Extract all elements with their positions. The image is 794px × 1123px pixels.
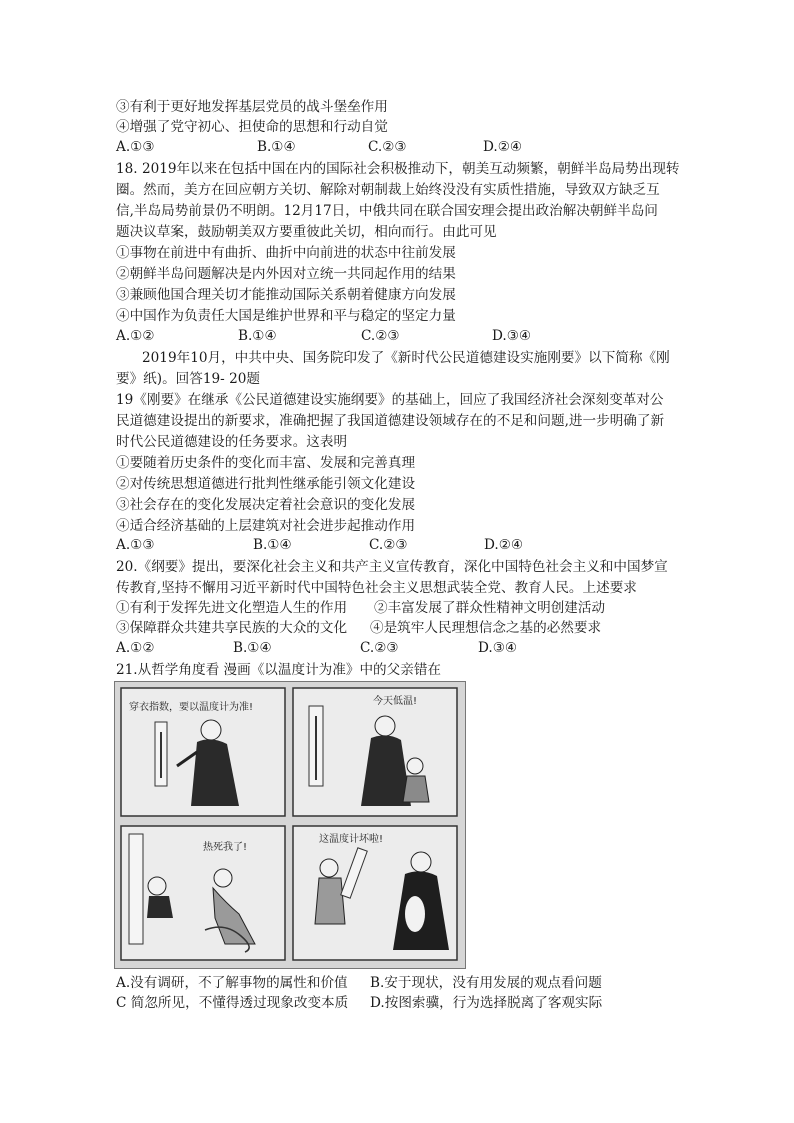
q20-stem-line: 传教育,坚持不懈用习近平新时代中国特色社会主义思想武装全党、教育人民。上述要求 [116, 580, 637, 596]
comic-caption-1: 穿衣指数，要以温度计为准! [129, 702, 254, 713]
q20-item-3: ③保障群众共建共享民族的大众的文化 [116, 620, 348, 636]
q20-item-4: ④是筑牢人民理想信念之基的必然要求 [370, 620, 602, 636]
q18-item-1: ①事物在前进中有曲折、曲折中向前进的状态中往前发展 [116, 245, 456, 261]
q19-option-c[interactable]: C.②③ [369, 537, 408, 553]
q19-stem-line: 19《刚要》在继承《公民道德建设实施纲要》的基础上，回应了我国经济社会深刻变革对公 [116, 392, 664, 408]
q17-option-c[interactable]: C.②③ [368, 139, 407, 155]
q18-stem-line: 18. 2019年以来在包括中国在内的国际社会积极推动下，朝美互动频繁，朝鲜半岛局势出现转 [116, 161, 680, 177]
q20-item-2: ②丰富发展了群众性精神文明创建活动 [374, 600, 606, 616]
q21-stem: 21.从哲学角度看 漫画《以温度计为准》中的父亲错在 [116, 662, 442, 678]
q19-item-3: ③社会存在的变化发展决定着社会意识的变化发展 [116, 497, 416, 513]
q18-item-2: ②朝鲜半岛问题解决是内外因对立统一共同起作用的结果 [116, 266, 456, 282]
q20-item-1: ①有利于发挥先进文化塑造人生的作用 [116, 600, 348, 616]
child-figure [407, 758, 423, 774]
q19-options [116, 535, 696, 555]
q17-options [116, 137, 696, 157]
comic-caption-3: 热死我了! [203, 842, 248, 853]
q20-items-row [116, 618, 696, 638]
comic-caption-4: 这温度计坏啦! [319, 834, 384, 845]
q19-item-2: ②对传统思想道德进行批判性继承能引领文化建设 [116, 476, 416, 492]
q18-option-a[interactable]: A.①② [116, 328, 155, 344]
q18-stem-line: 信,半岛局势前景仍不明朗。12月17日，中俄共同在联合国安理会提出政治解决朝鲜半岛问 [116, 203, 658, 219]
cartoon-image [114, 681, 466, 969]
q18-option-d[interactable]: D.③④ [492, 328, 532, 344]
q18-option-c[interactable]: C.②③ [361, 328, 400, 344]
q20-option-a[interactable]: A.①② [116, 640, 155, 656]
q21-options-row [116, 973, 696, 993]
q19-stem-line: 时代公民道德建设的任务要求。这表明 [116, 434, 348, 450]
q18-stem-line: 题决议草案，鼓励朝美双方要重彼此关切，相向而行。由此可见 [116, 224, 497, 240]
q19-option-a[interactable]: A.①③ [116, 537, 155, 553]
intro-line: 要》纸)。回答19- 20题 [116, 371, 260, 387]
q19-item-1: ①要随着历史条件的变化而丰富、发展和完善真理 [116, 455, 416, 471]
q17-option-a[interactable]: A.①③ [116, 139, 155, 155]
q21-option-c[interactable]: C 简忽所见，不懂得透过现象改变本质 [116, 995, 349, 1011]
q19-stem-line: 民道德建设提出的新要求，准确把握了我国道德建设领域存在的不足和问题,进一步明确了新 [116, 413, 665, 429]
q20-options [116, 638, 696, 658]
q20-stem-line: 20.《纲要》提出，要深化社会主义和共产主义宣传教育，深化中国特色社会主义和中国梦宣 [116, 559, 668, 575]
q21-option-d[interactable]: D.按图索骥，行为选择脱离了客观实际 [370, 995, 603, 1011]
q17-option-b[interactable]: B.①④ [257, 139, 296, 155]
q19-item-4: ④适合经济基础的上层建筑对社会进步起推动作用 [116, 518, 416, 534]
q20-option-c[interactable]: C.②③ [360, 640, 399, 656]
q17-item-3: ③有利于更好地发挥基层党员的战斗堡垒作用 [116, 99, 388, 115]
q21-options-row [116, 993, 696, 1013]
q20-items-row [116, 598, 696, 618]
q17-option-d[interactable]: D.②④ [483, 139, 523, 155]
intro-line: 2019年10月，中共中央、国务院印发了《新时代公民道德建设实施刚要》以下简称《刚 [142, 350, 670, 366]
q17-item-4: ④增强了党守初心、担使命的思想和行动自觉 [116, 119, 388, 135]
q18-stem-line: 圈。然而，美方在回应朝方关切、解除对朝制裁上始终没没有实质性措施，导致双方缺乏互 [116, 182, 660, 198]
q20-option-d[interactable]: D.③④ [478, 640, 518, 656]
q18-options [116, 326, 696, 346]
q18-item-3: ③兼顾他国合理关切才能推动国际关系朝着健康方向发展 [116, 287, 456, 303]
q19-option-b[interactable]: B.①④ [253, 537, 292, 553]
q21-option-b[interactable]: B.安于现状，没有用发展的观点看问题 [370, 975, 602, 991]
q18-option-b[interactable]: B.①④ [238, 328, 277, 344]
q18-item-4: ④中国作为负责任大国是维护世界和平与稳定的坚定力量 [116, 308, 456, 324]
q20-option-b[interactable]: B.①④ [233, 640, 272, 656]
comic-caption-2: 今天低温! [373, 696, 418, 707]
q21-option-a[interactable]: A.没有调研，不了解事物的属性和价值 [116, 975, 348, 991]
q19-option-d[interactable]: D.②④ [484, 537, 524, 553]
